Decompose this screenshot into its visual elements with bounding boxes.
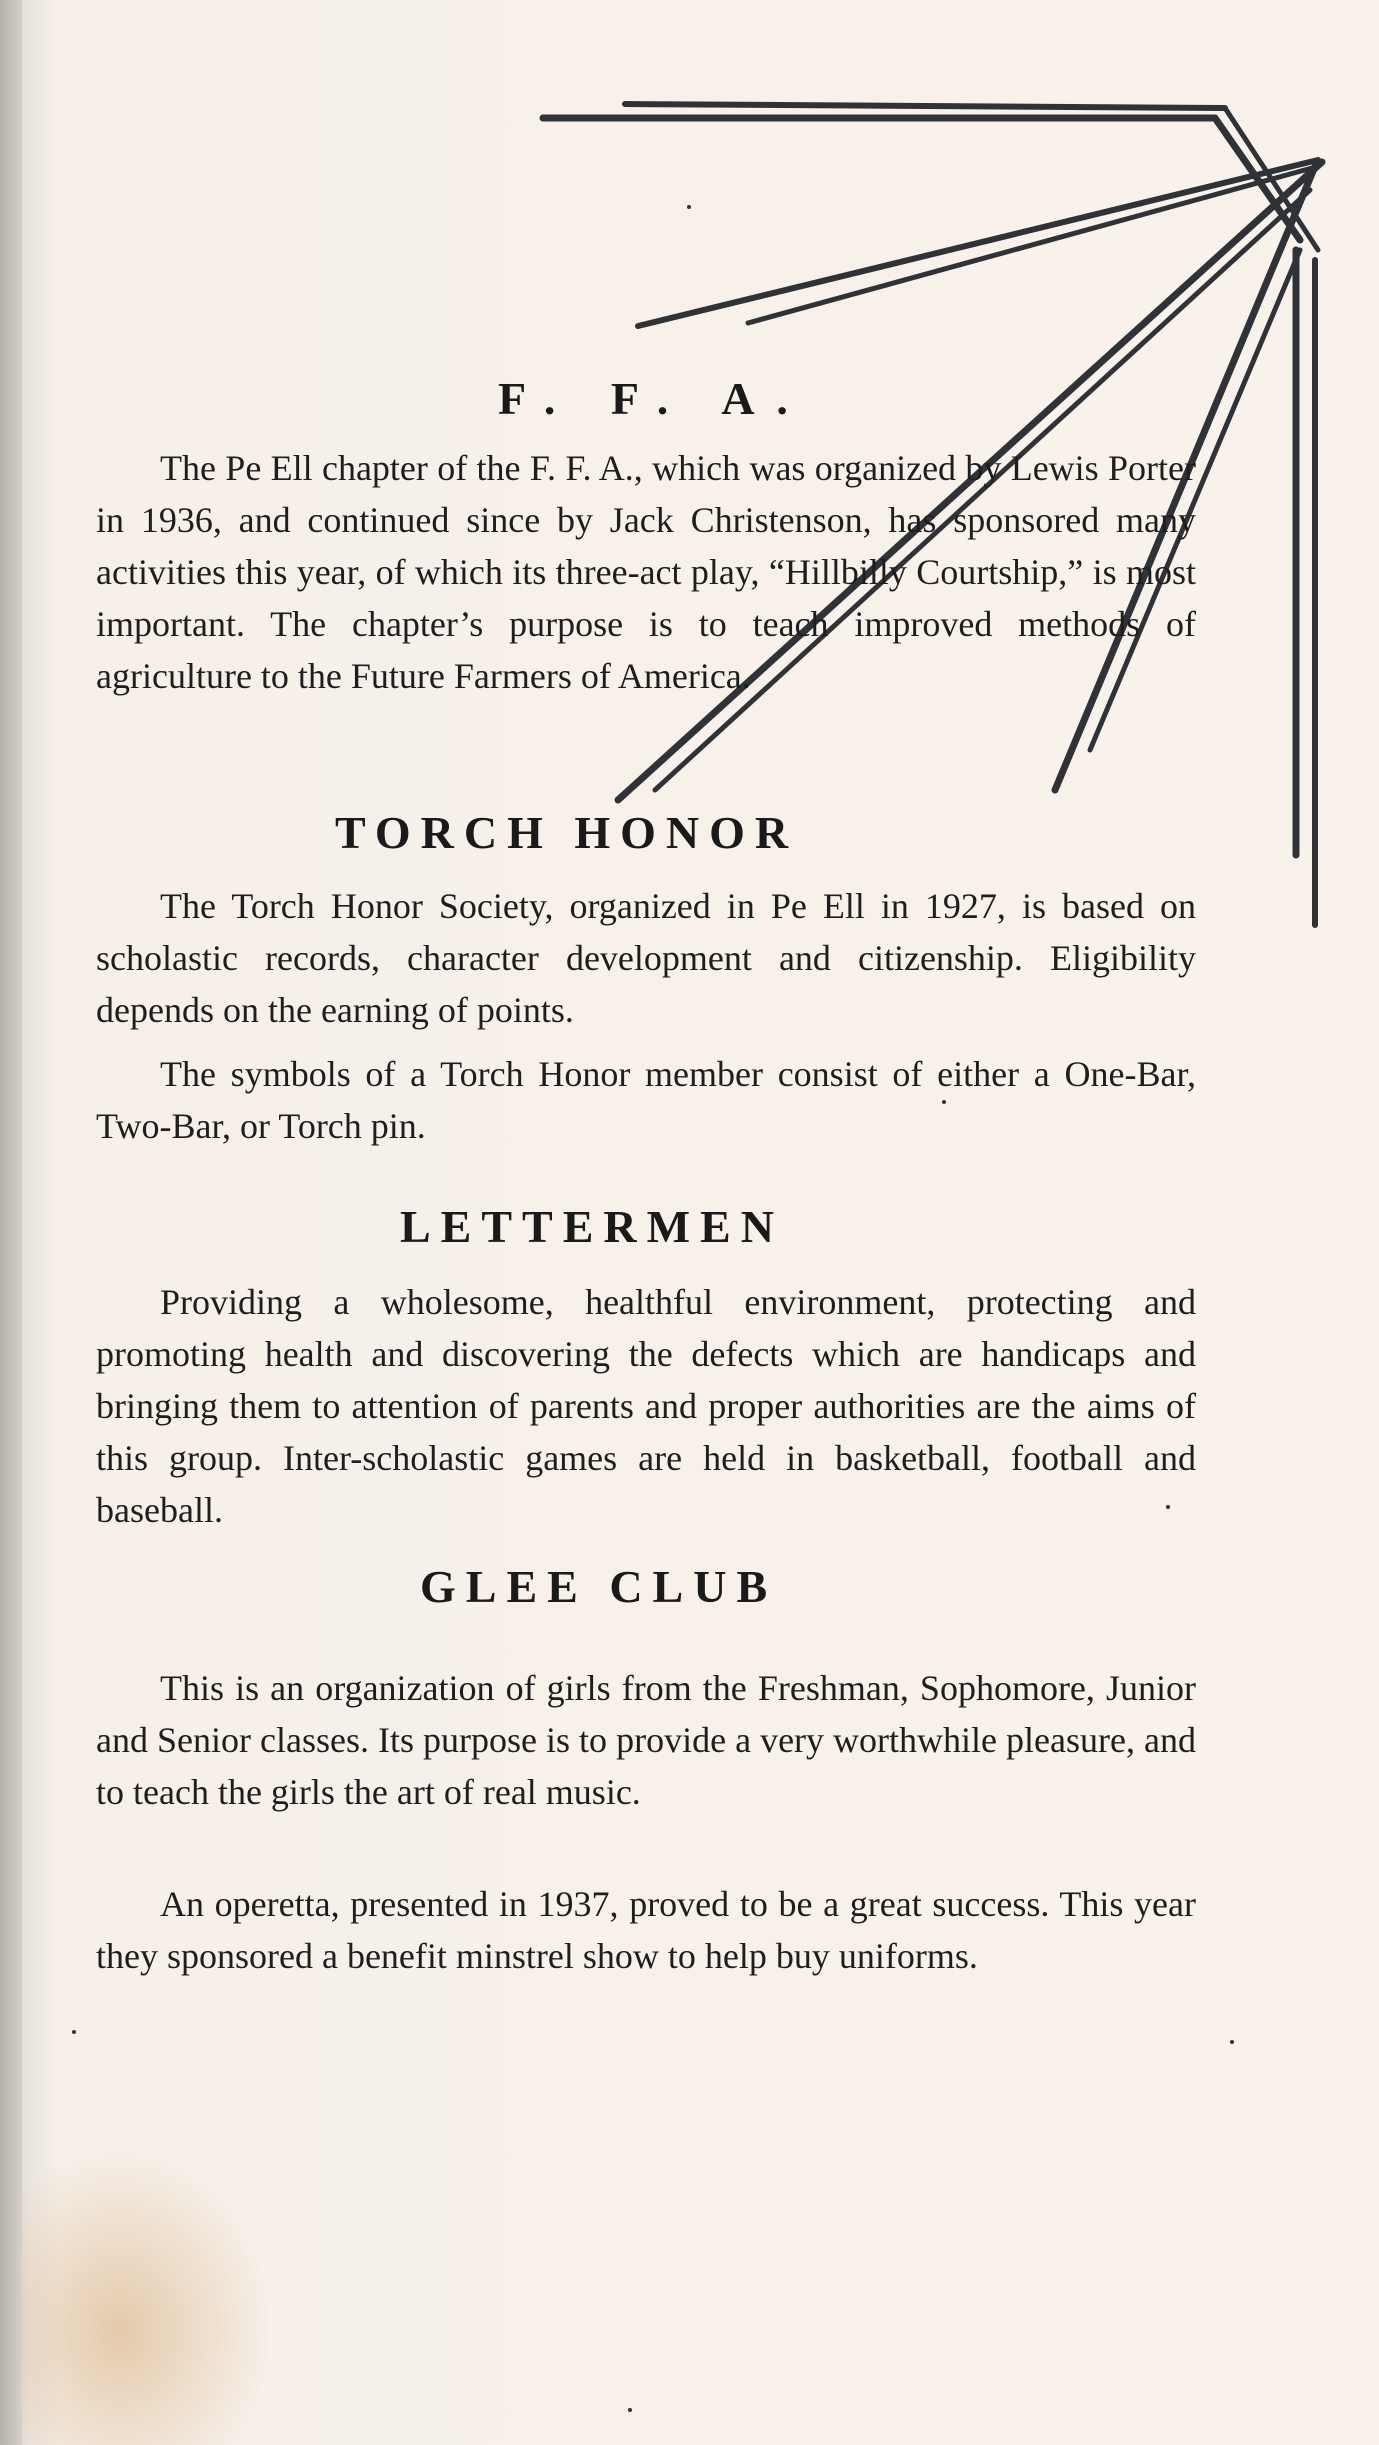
section-body-torch-honor-2: The symbols of a Torch Honor member consist of either a One-Bar, Two-Bar, or Torch pin. <box>96 1054 1196 1146</box>
paper-speck <box>72 2030 76 2034</box>
section-title-lettermen: LETTERMEN <box>400 1201 784 1252</box>
section-title-torch-honor: TORCH HONOR <box>335 807 799 858</box>
paper-speck <box>628 2408 632 2412</box>
section-title-ffa: F. F. A. <box>498 373 810 424</box>
section-title-glee-club: GLEE CLUB <box>420 1561 778 1612</box>
section-body-ffa: The Pe Ell chapter of the F. F. A., which was organized by Lewis Porter in 1936, and continued since by Jack Christenson, has sponsored many activities this year, of which its three-act play, “Hillbilly Courtship,” is most important. The chapter’s purpose is to teach improved methods of agriculture to the Future Farmers of America. <box>96 448 1196 696</box>
paper-speck <box>1230 2040 1234 2044</box>
binding-edge <box>0 0 22 2445</box>
section-body-torch-honor-1: The Torch Honor Society, organized in Pe Ell in 1927, is based on scholastic records, character development and citizenship. Eligibility depends on the earning of points. <box>96 886 1196 1030</box>
paper-speck <box>687 205 691 209</box>
section-body-glee-club-2: An operetta, presented in 1937, proved to be a great success. This year they sponsored a benefit minstrel show to help buy uniforms. <box>96 1884 1196 1976</box>
section-body-lettermen: Providing a wholesome, healthful environment, protecting and promoting health and discovering the defects which are handicaps and bringing them to attention of parents and proper authorities are the aims of this group. Inter-scholastic games are held in basketball, football and baseball. <box>96 1282 1196 1530</box>
section-body-glee-club-1: This is an organization of girls from the Freshman, Sophomore, Junior and Senior classes. Its purpose is to provide a very worthwhile pleasure, and to teach the girls the art of real music. <box>96 1668 1196 1812</box>
